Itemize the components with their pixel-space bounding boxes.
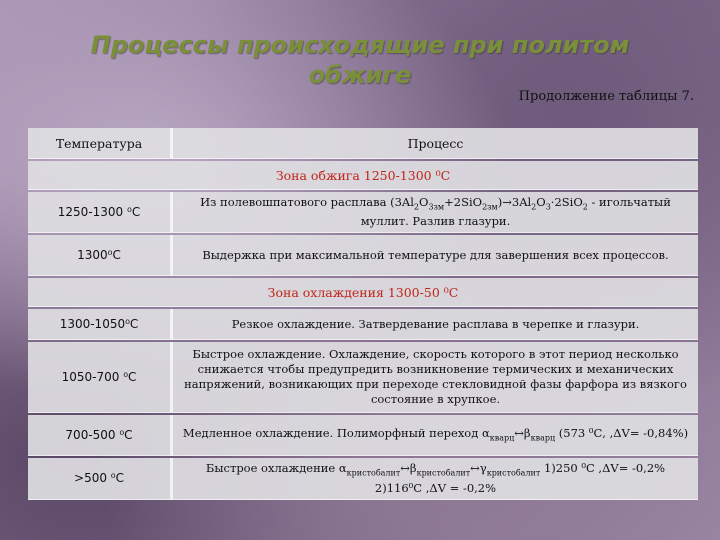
process-text-tail: - игольчатый муллит. Разлив глазури. [360, 195, 671, 229]
table-row [28, 309, 698, 340]
process-text: Быстрое охлаждение α [205, 461, 347, 476]
process-cell: Резкое охлаждение. Затвердевание расплава в черепке и глазури. [173, 309, 698, 340]
process-table [28, 126, 698, 502]
header-process: Процесс [173, 128, 698, 159]
header-temperature: Температура [28, 128, 173, 159]
table-row [28, 458, 698, 499]
process-cell: Быстрое охлаждение. Охлаждение, скорость которого в этот период несколько снижается чтобы предупредить возникновение термических и механических напряжений, возникающих при переходе стекловидной фазы фарфора из вязкого состояние в хрупкое. [173, 342, 698, 413]
table-header-row [28, 128, 698, 159]
process-text-tail: 2)116⁰С ,ΔV = -0,2% [374, 480, 497, 495]
process-cell: Выдержка при максимальной температуре для завершения всех процессов. [173, 235, 698, 276]
table-row [28, 342, 698, 413]
temperature-cell: 1300-1050⁰С [28, 309, 173, 340]
zone-firing-label: Зона обжига 1250-1300 ⁰С [28, 161, 698, 190]
slide-title: Процессы происходящие при политом обжиге [90, 31, 630, 89]
process-cell: Медленное охлаждение. Полиморфный переход $\alpha_{кварц}\leftrightarrow\beta_{кварц}$ (573 ⁰С, ,ΔV= -0,84%) [173, 415, 698, 456]
zone-row [28, 161, 698, 190]
zone-cooling-label: Зона охлаждения 1300-50 ⁰С [28, 278, 698, 307]
table-continuation-note: Продолжение таблицы 7. [518, 89, 694, 104]
table-row [28, 415, 698, 456]
table-row [28, 192, 698, 233]
table-row [28, 235, 698, 276]
process-text: Из полевошпатового расплава (3Al [200, 195, 414, 209]
temperature-cell: 700-500 ⁰С [28, 415, 173, 456]
process-cell: Из полевошпатового расплава $(3Al_2O_{3зм}+2SiO_{2зм})\to 3Al_2O_3\cdot 2SiO_2$ - игольчатый муллит. Разлив глазури. [173, 192, 698, 233]
temperature-cell: 1300⁰С [28, 235, 173, 276]
temperature-cell: >500 ⁰С [28, 458, 173, 499]
process-cell: Быстрое охлаждение $\alpha_{кристобалит}\leftrightarrow\beta_{кристобалит}\leftrightarrow\gamma_{кристобалит}$ 1)250 ⁰С ,ΔV= -0,2% 2)116⁰С ,ΔV = -0,2% [173, 458, 698, 499]
temperature-cell: 1050-700 ⁰С [28, 342, 173, 413]
process-text-tail: (573 ⁰С, ,ΔV= -0,84%) [558, 425, 689, 440]
temperature-cell: 1250-1300 ⁰С [28, 192, 173, 233]
process-text-mid: 1)250 ⁰С ,ΔV= -0,2% [543, 461, 666, 476]
zone-row [28, 278, 698, 307]
process-text: Медленное охлаждение. Полиморфный переход α [182, 425, 490, 440]
